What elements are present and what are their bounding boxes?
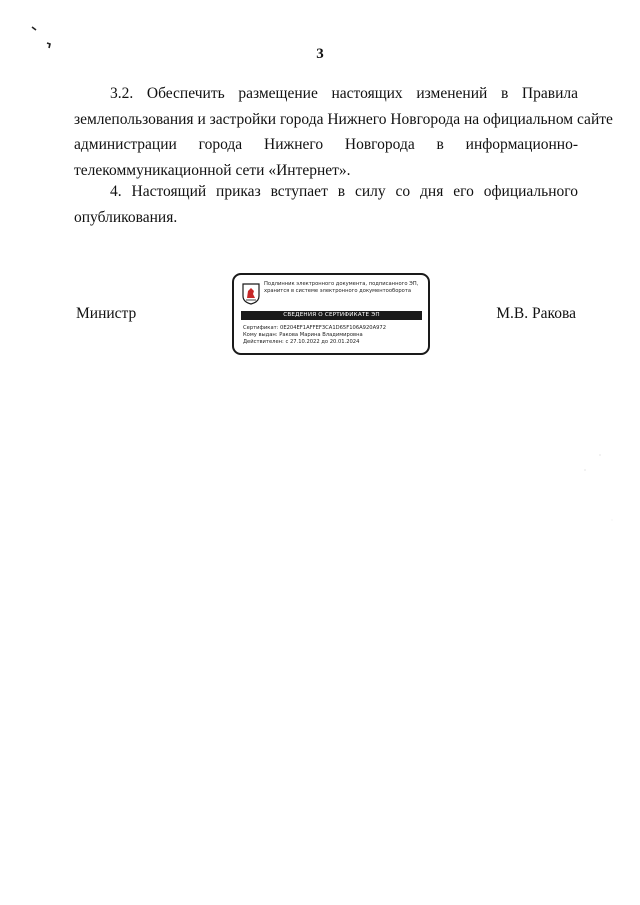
issued-to-value: Ракова Марина Владимировна (279, 332, 363, 338)
paragraph-3-2 (74, 81, 613, 183)
stamp-banner: СВЕДЕНИЯ О СЕРТИФИКАТЕ ЭП (241, 311, 422, 320)
electronic-signature-stamp (232, 273, 430, 355)
certificate-row (243, 325, 425, 332)
paragraph-line: телекоммуникационной сети «Интернет». (74, 161, 351, 179)
coat-of-arms-icon (242, 283, 260, 305)
valid-value: с 27.10.2022 до 20.01.2024 (285, 339, 360, 345)
paragraph-4 (74, 179, 578, 230)
paragraph-line: землепользования и застройки города Нижнего Новгорода на официальном сайте (74, 110, 613, 128)
certificate-label: Сертификат: (243, 325, 279, 331)
issued-to-row (243, 332, 425, 339)
certificate-value: 0E204EF1AFFEF3CA1D65F106A920A972 (280, 325, 387, 331)
valid-label: Действителен: (243, 339, 284, 345)
paragraph-line: 3.2. Обеспечить размещение настоящих изменений в Правила (110, 85, 578, 102)
stamp-details (243, 325, 425, 346)
signer-name: М.В. Ракова (496, 305, 576, 322)
paragraph-line: опубликования. (74, 208, 178, 226)
issued-to-label: Кому выдан: (243, 332, 278, 338)
signer-title: Министр (76, 305, 137, 322)
valid-row (243, 339, 425, 346)
paragraph-line: администрации города Нижнего Новгорода в информационно- (74, 136, 578, 153)
paragraph-line: 4. Настоящий приказ вступает в силу со дня его официального (110, 183, 578, 200)
page-number: 3 (316, 46, 324, 62)
stamp-notice: Подлинник электронного документа, подписанного ЭП, хранится в системе электронного документооборота (264, 281, 419, 294)
